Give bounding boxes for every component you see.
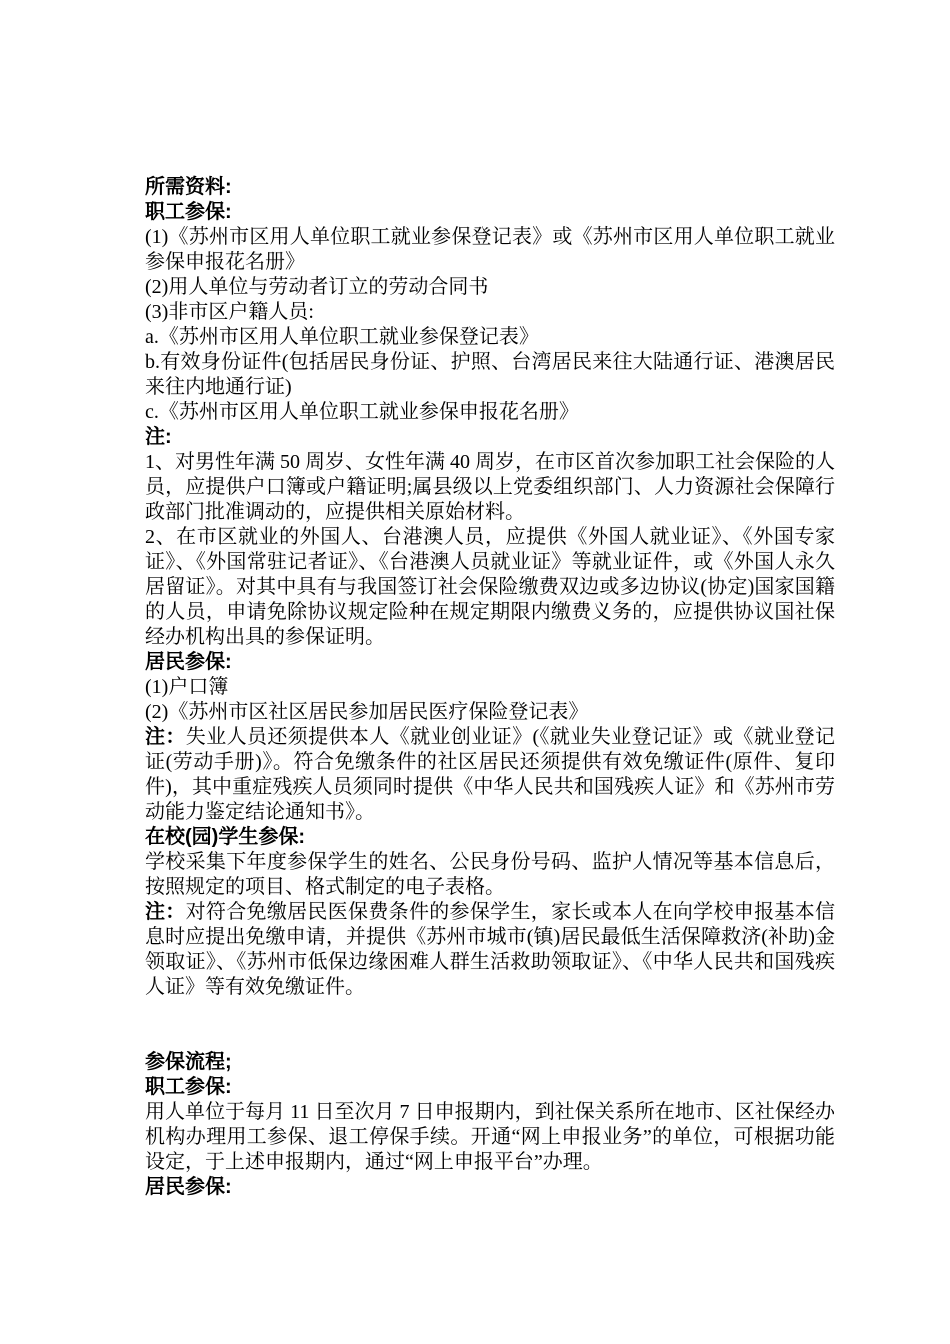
body-paragraph: a.《苏州市区用人单位职工就业参保登记表》 (145, 326, 539, 348)
section-heading: 职工参保: (145, 201, 232, 223)
section-heading: 注: (145, 426, 172, 448)
body-paragraph: b.有效身份证件(包括居民身份证、护照、台湾居民来往大陆通行证、港澳居民来往内地通行证) (145, 351, 835, 398)
body-paragraph: (2)《苏州市区社区居民参加居民医疗保险登记表》 (145, 701, 589, 723)
note-label: 注： (145, 726, 186, 748)
body-paragraph: (1)户口簿 (145, 676, 229, 698)
blank-line (145, 1000, 835, 1025)
body-paragraph: 2、在市区就业的外国人、台港澳人员，应提供《外国人就业证》、《外国专家证》、《外国常驻记者证》、《台港澳人员就业证》等就业证件，或《外国人永久居留证》。对其中具有与我国签订社会保险缴费双边或多边协议(协定)国家国籍的人员，申请免除协议规定险种在规定期限内缴费义务的，应提供协议国社保经办机构出具的参保证明。 (145, 526, 835, 648)
body-paragraph: 学校采集下年度参保学生的姓名、公民身份号码、监护人情况等基本信息后，按照规定的项目、格式制定的电子表格。 (145, 851, 835, 898)
body-paragraph: (2)用人单位与劳动者订立的劳动合同书 (145, 276, 489, 298)
document-content (145, 175, 835, 1200)
body-paragraph: 1、对男性年满 50 周岁、女性年满 40 周岁，在市区首次参加职工社会保险的人员，应提供户口簿或户籍证明;属县级以上党委组织部门、人力资源社会保障行政部门批准调动的，应提供相关原始材料。 (145, 451, 835, 523)
body-paragraph: 用人单位于每月 11 日至次月 7 日申报期内，到社保关系所在地市、区社保经办机构办理用工参保、退工停保手续。开通“网上申报业务”的单位，可根据功能设定，于上述申报期内，通过“网上申报平台”办理。 (145, 1101, 835, 1173)
body-paragraph: (1)《苏州市区用人单位职工就业参保登记表》或《苏州市区用人单位职工就业参保申报花名册》 (145, 226, 835, 273)
blank-line (145, 1025, 835, 1050)
section-heading: 职工参保: (145, 1076, 232, 1098)
section-heading: 居民参保: (145, 651, 232, 673)
body-paragraph: 注：失业人员还须提供本人《就业创业证》(《就业失业登记证》或《就业登记证(劳动手册)》。符合免缴条件的社区居民还须提供有效免缴证件(原件、复印件)，其中重症残疾人员须同时提供《中华人民共和国残疾人证》和《苏州市劳动能力鉴定结论通知书》。 (145, 726, 836, 823)
section-heading: 所需资料: (145, 176, 232, 198)
note-label: 注： (145, 901, 186, 923)
body-paragraph: 注：对符合免缴居民医保费条件的参保学生，家长或本人在向学校申报基本信息时应提出免缴申请，并提供《苏州市城市(镇)居民最低生活保障救济(补助)金领取证》、《苏州市低保边缘困难人群生活救助领取证》、《中华人民共和国残疾人证》等有效免缴证件。 (145, 901, 836, 998)
body-paragraph: c.《苏州市区用人单位职工就业参保申报花名册》 (145, 401, 579, 423)
section-heading: 居民参保: (145, 1176, 232, 1198)
body-paragraph: (3)非市区户籍人员: (145, 301, 314, 323)
section-heading: 在校(园)学生参保: (145, 826, 305, 848)
section-heading: 参保流程; (145, 1051, 232, 1073)
